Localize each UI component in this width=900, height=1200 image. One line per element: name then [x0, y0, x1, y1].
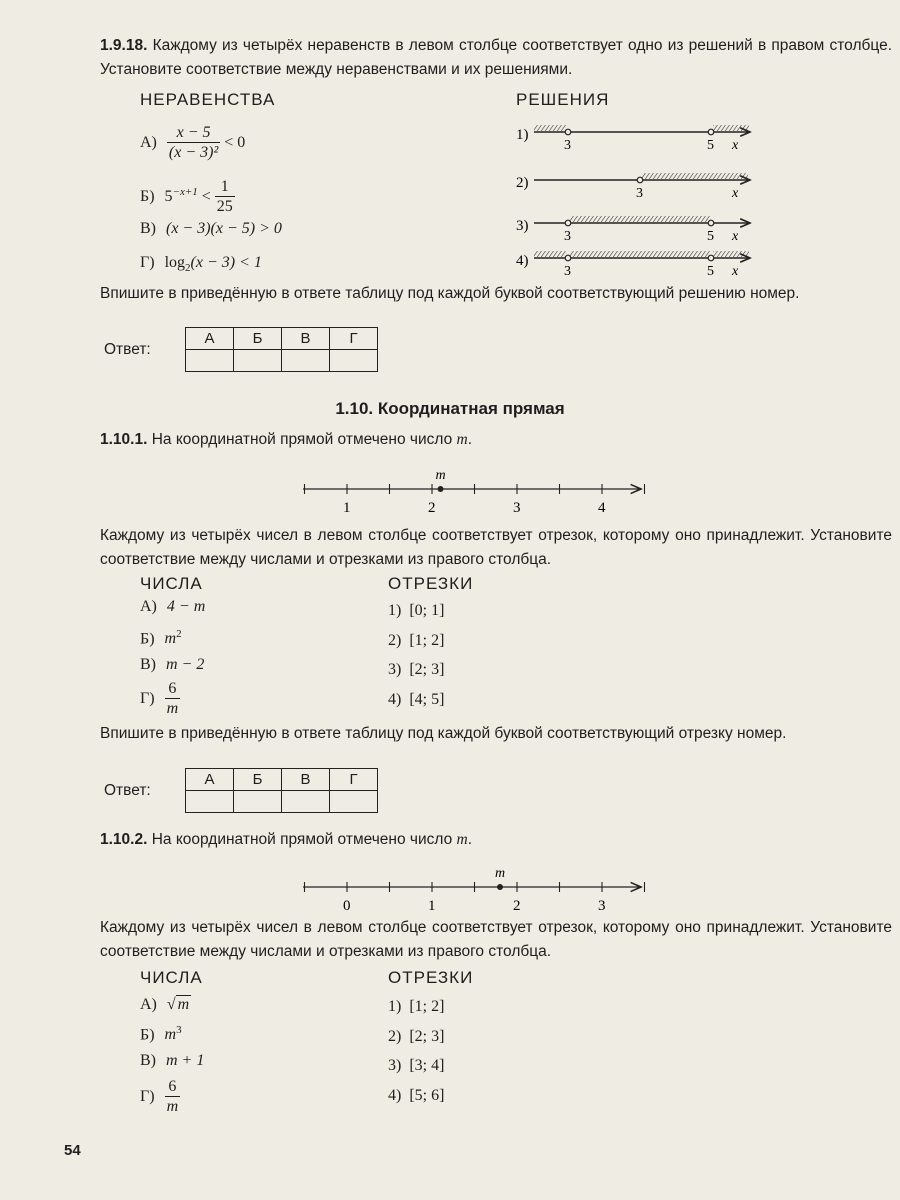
tick-label: 2 — [428, 500, 436, 516]
log-base: 2 — [185, 262, 191, 275]
log-argument: (x − 3) < 1 — [190, 254, 262, 271]
solution-label: 4) — [516, 253, 529, 269]
fraction — [215, 178, 235, 217]
log-word: log — [164, 254, 186, 271]
task-statement: На координатной прямой отмечено число — [151, 831, 453, 848]
item-label: Б) — [140, 1026, 155, 1044]
segment-value: [0; 1] — [409, 602, 445, 619]
hatch-region — [713, 251, 749, 257]
variable-m: m — [456, 431, 468, 448]
answer-header-v: В — [282, 769, 330, 791]
item-label: 1) — [388, 602, 402, 619]
item-label: 4) — [388, 691, 402, 708]
tick-label: 0 — [343, 898, 351, 914]
power-base: m — [164, 1026, 177, 1044]
hatch-region — [713, 125, 749, 131]
item-label: А) — [140, 598, 157, 615]
number-v — [140, 656, 204, 674]
task-1101-text2: Каждому из четырёх чисел в левом столбце соответствует отрезок, которому оно принадлежит. Установите соответствие между числами и отрезками из правого столбца. — [100, 527, 892, 568]
item-label: А) — [140, 134, 157, 152]
solution-label: 1) — [516, 127, 529, 143]
point-label: m — [435, 468, 446, 483]
task-1101-instruction: Впишите в приведённую в ответе таблицу под каждой буквой соответствующий отрезку номер. — [100, 725, 787, 742]
numerator: 1 — [215, 178, 235, 197]
task-number: 1.9.18. — [100, 37, 148, 54]
number-a — [140, 598, 205, 616]
answer-table-1101 — [185, 768, 378, 813]
segment-value: [4; 5] — [409, 691, 445, 708]
denominator: 25 — [216, 198, 233, 215]
answer-cell-b[interactable] — [234, 350, 282, 372]
item-label: В) — [140, 1052, 156, 1069]
power-base: 5 — [164, 188, 173, 206]
item-label: Г) — [140, 690, 155, 708]
answer-cell-v[interactable] — [282, 350, 330, 372]
item-label: 3) — [388, 661, 402, 678]
open-point — [637, 177, 643, 183]
task-statement: На координатной прямой отмечено число — [151, 431, 453, 448]
fraction — [165, 1078, 181, 1117]
item-label: Б) — [140, 188, 155, 206]
hatch-region — [570, 251, 710, 257]
segment-1 — [388, 602, 444, 620]
segment-3 — [388, 1057, 444, 1075]
sqrt-sign: √ — [166, 996, 176, 1013]
relation: < 0 — [224, 134, 246, 152]
segment-value: [3; 4] — [409, 1057, 445, 1074]
segment-value: [2; 3] — [409, 1028, 445, 1045]
segment-4 — [388, 691, 444, 709]
period: . — [467, 431, 473, 448]
item-label: Г) — [140, 254, 155, 271]
mark-label: 5 — [707, 138, 714, 153]
power-base: m — [164, 630, 177, 648]
inequality-g — [140, 254, 262, 274]
point-label: m — [495, 866, 506, 881]
hatch-region — [570, 216, 710, 222]
inequalities-title: НЕРАВЕНСТВА — [140, 90, 276, 109]
task-1102-text2: Каждому из четырёх чисел в левом столбце соответствует отрезок, которому оно принадлежит. Установите соответствие между числами и отрезками из правого столбца. — [100, 919, 892, 960]
axis-variable: x — [732, 186, 739, 201]
segment-3 — [388, 661, 444, 679]
task-1918-text — [100, 34, 892, 82]
item-label: В) — [140, 656, 156, 673]
denominator: m — [166, 700, 179, 717]
number-g — [140, 1078, 180, 1117]
solution-label: 3) — [516, 218, 529, 234]
segment-2 — [388, 632, 444, 650]
mark-label: 3 — [564, 264, 571, 279]
hatch-region — [642, 173, 748, 179]
task-1101-text — [100, 428, 892, 452]
mark-label: 3 — [636, 186, 643, 201]
answer-cell-a[interactable] — [186, 350, 234, 372]
item-label: 3) — [388, 1057, 402, 1074]
solutions-diagrams — [510, 118, 770, 283]
item-label: Г) — [140, 1088, 155, 1106]
numerator: 6 — [165, 680, 181, 699]
answer-header-b: Б — [234, 328, 282, 350]
answer-header-g: Г — [330, 328, 378, 350]
denominator: m — [166, 1098, 179, 1115]
fraction — [167, 124, 220, 163]
mark-label: 5 — [707, 264, 714, 279]
item-label: А) — [140, 996, 157, 1013]
segments-title: ОТРЕЗКИ — [388, 574, 474, 593]
solution-line-4 — [516, 251, 750, 279]
tick-label: 1 — [343, 500, 351, 516]
numbers-title: ЧИСЛА — [140, 574, 203, 593]
open-point — [565, 129, 571, 135]
task-number: 1.10.1. — [100, 431, 148, 448]
answer-header-v: В — [282, 328, 330, 350]
answer-header-a: А — [186, 769, 234, 791]
segment-4 — [388, 1087, 444, 1105]
mark-label: 3 — [564, 138, 571, 153]
solutions-title: РЕШЕНИЯ — [516, 90, 610, 109]
answer-label: Ответ: — [104, 782, 151, 799]
numerator: 6 — [165, 1078, 181, 1097]
task-1102-text — [100, 828, 892, 852]
solution-line-3 — [516, 216, 750, 244]
tick-label: 3 — [598, 898, 606, 914]
item-label: Б) — [140, 630, 155, 648]
power-exponent: 3 — [176, 1024, 182, 1036]
item-label: В) — [140, 220, 156, 237]
tick-label: 2 — [513, 898, 521, 914]
radicand: m — [177, 996, 190, 1013]
expression: 4 − m — [166, 598, 206, 615]
number-b — [140, 1024, 182, 1044]
number-g — [140, 680, 180, 719]
number-b — [140, 628, 182, 648]
power-exponent: 2 — [176, 628, 182, 640]
segments-title: ОТРЕЗКИ — [388, 968, 474, 987]
axis-variable: x — [732, 264, 739, 279]
answer-cell-v[interactable] — [282, 791, 330, 813]
tick-label: 1 — [428, 898, 436, 914]
answer-label: Ответ: — [104, 341, 151, 358]
answer-cell-g[interactable] — [330, 350, 378, 372]
number-line-1101 — [295, 462, 655, 518]
axis-variable: x — [732, 138, 739, 153]
fraction — [165, 680, 181, 719]
number-a — [140, 996, 191, 1014]
task-statement: Каждому из четырёх неравенств в левом столбце соответствует одно из решений в правом столбце. Установите соответствие между неравенствами и их решениями. — [100, 37, 893, 78]
item-label: 1) — [388, 998, 402, 1015]
solution-line-2 — [516, 173, 750, 201]
tick-label: 3 — [513, 500, 521, 516]
hatch-region — [534, 125, 566, 131]
item-label: 2) — [388, 632, 402, 649]
expression: m − 2 — [166, 656, 205, 673]
answer-header-a: А — [186, 328, 234, 350]
task-1918-instruction: Впишите в приведённую в ответе таблицу под каждой буквой соответствующий решению номер. — [100, 285, 800, 302]
section-title: 1.10. Координатная прямая — [335, 399, 565, 418]
open-point — [565, 255, 571, 261]
task-number: 1.10.2. — [100, 831, 148, 848]
point-m — [497, 884, 503, 890]
period: . — [467, 831, 473, 848]
variable-m: m — [456, 831, 468, 848]
item-label: 2) — [388, 1028, 402, 1045]
segment-value: [2; 3] — [409, 661, 445, 678]
inequality-v — [140, 220, 282, 238]
expression: (x − 3)(x − 5) > 0 — [166, 220, 282, 237]
segment-value: [1; 2] — [409, 998, 445, 1015]
open-point — [708, 129, 714, 135]
segment-value: [1; 2] — [409, 632, 445, 649]
answer-cell-b[interactable] — [234, 791, 282, 813]
hatch-region — [534, 251, 566, 257]
answer-table-1918 — [185, 327, 378, 372]
solution-label: 2) — [516, 175, 529, 191]
answer-cell-g[interactable] — [330, 791, 378, 813]
open-point — [708, 220, 714, 226]
open-point — [708, 255, 714, 261]
inequality-b — [140, 178, 235, 217]
segment-value: [5; 6] — [409, 1087, 445, 1104]
point-m — [438, 486, 444, 492]
numbers-title: ЧИСЛА — [140, 968, 203, 987]
solution-line-1 — [516, 125, 750, 153]
mark-label: 5 — [707, 229, 714, 244]
answer-header-b: Б — [234, 769, 282, 791]
power-exponent: −x+1 — [172, 185, 198, 198]
item-label: 4) — [388, 1087, 402, 1104]
axis-variable: x — [732, 229, 739, 244]
page-number: 54 — [64, 1142, 81, 1159]
segment-1 — [388, 998, 444, 1016]
expression: m + 1 — [166, 1052, 205, 1069]
inequality-a — [140, 124, 245, 163]
denominator: (x − 3)² — [168, 144, 219, 161]
segment-2 — [388, 1028, 444, 1046]
tick-label: 4 — [598, 500, 606, 516]
open-point — [565, 220, 571, 226]
answer-header-g: Г — [330, 769, 378, 791]
number-line-1102 — [295, 860, 655, 916]
mark-label: 3 — [564, 229, 571, 244]
relation: < — [201, 188, 211, 206]
numerator: x − 5 — [167, 124, 220, 143]
number-v — [140, 1052, 204, 1070]
answer-cell-a[interactable] — [186, 791, 234, 813]
